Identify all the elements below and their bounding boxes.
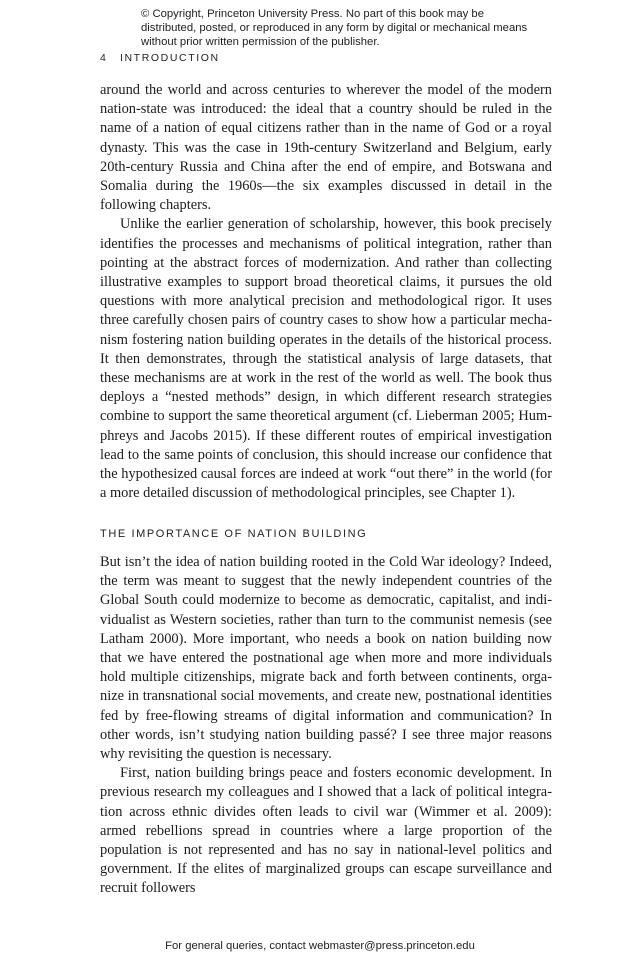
section-heading: THE IMPORTANCE OF NATION BUILDING [100, 528, 368, 540]
running-head [100, 52, 220, 64]
body-text-top [100, 81, 552, 503]
footer-contact: For general queries, contact webmaster@press.princeton.edu [165, 940, 475, 952]
body-text-section [100, 553, 552, 899]
page-number: 4 [100, 52, 108, 64]
paragraph: Unlike the earlier generation of scholarship, however, this book precisely identifies the processes and mechanisms of political integration, rather than pointing at the abstract forces of modernization. And rather than collecting illustrative examples to support broad theoretical claims, it pursues the old questions with more analytical precision and methodological rigor. It uses three carefully chosen pairs of country cases to show how a particular mechanism fostering nation building operates in the details of the historical process. It then demonstrates, through the statistical analysis of large datasets, that these mechanisms are at work in the rest of the world as well. The book thus deploys a “nested methods” design, in which different research strategies combine to support the same theoretical argument (cf. Lieberman 2005; Humphreys and Jacobs 2015). If these different routes of empirical investigation lead to the same points of conclusion, this should increase our confidence that the hypothesized causal forces are indeed at work “out there” in the world (for a more detailed discussion of methodological principles, see Chapter 1). [100, 216, 552, 502]
copyright-notice: © Copyright, Princeton University Press. No part of this book may be distributed, posted, or reproduced in any form by digital or mechanical means without prior written permission of the publisher. [141, 8, 528, 49]
paragraph: around the world and across centuries to wherever the model of the modern nation-state was introduced: the ideal that a country should be ruled in the name of a nation of equal citizens rather than in the name of God or a royal dynasty. This was the case in 19th-century Switzerland and Belgium, early 20th-century Russia and China after the end of empire, and Botswana and Somalia during the 1960s—the six examples discussed in detail in the following chapters. [100, 82, 552, 214]
paragraph: But isn’t the idea of nation building rooted in the Cold War ideology? Indeed, the term was meant to suggest that the newly independent countries of the Global South could modernize to become as democratic, capitalist, and individualist as Western societies, rather than turn to the communist nemesis (see Latham 2000). More important, who needs a book on nation building now that we have entered the postnational age when more and more individuals hold multiple citizenships, migrate back and forth between continents, organize in transnational social movements, and create new, postnational identities fed by free-flowing streams of digital information and communication? In other words, isn’t studying nation building passé? I see three major reasons why revisiting the question is necessary. [100, 554, 552, 763]
running-head-title: INTRODUCTION [119, 52, 220, 64]
paragraph: First, nation building brings peace and fosters economic development. In previous research my colleagues and I showed that a lack of political integration across ethnic divides often leads to civil war (Wimmer et al. 2009): armed rebellions spread in countries where a large proportion of the population is not represented and has no say in national-level politics and government. If the elites of marginalized groups can escape surveillance and recruit followers [100, 765, 552, 897]
